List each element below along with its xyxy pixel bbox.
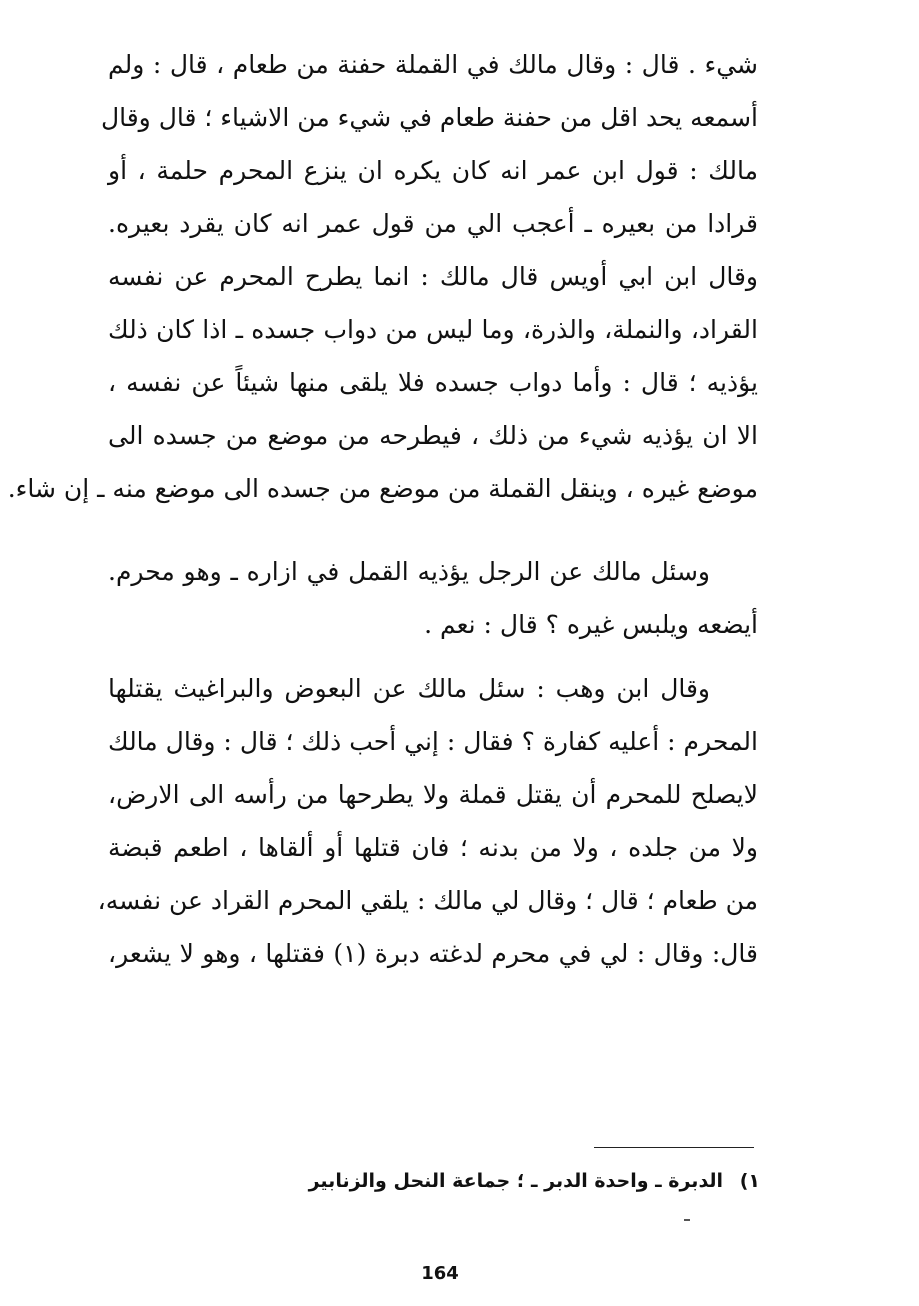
text-line: شيء . قال : وقال مالك في القملة حفنة من طعام ، قال : ولم: [108, 50, 758, 79]
text-line: لايصلح للمحرم أن يقتل قملة ولا يطرحها من رأسه الى الارض،: [108, 780, 758, 809]
text-line: قال: وقال : لي في محرم لدغته دبرة (١) فقتلها ، وهو لا يشعر،: [108, 939, 759, 968]
text-line: ولا من جلده ، ولا من بدنه ؛ فان قتلها أو ألقاها ، اطعم قبضة: [108, 833, 758, 862]
text-line: أيضعه ويلبس غيره ؟ قال : نعم .: [424, 610, 758, 639]
paragraph-2: [108, 545, 758, 651]
footnote-text: الدبرة ـ واحدة الدبر ـ ؛ جماعة النحل والزنابير: [308, 1170, 724, 1192]
text-line: وقال ابن ابي أويس قال مالك : انما يطرح المحرم عن نفسه: [108, 262, 758, 291]
text-line: قرادا من بعيره ـ أعجب الي من قول عمر انه كان يقرد بعيره.: [108, 209, 758, 238]
footnote: [280, 1167, 760, 1195]
text-line: يؤذيه ؛ قال : وأما دواب جسده فلا يلقى منها شيئاً عن نفسه ،: [108, 368, 758, 397]
text-line: من طعام ؛ قال ؛ وقال لي مالك : يلقي المحرم القراد عن نفسه،: [97, 886, 758, 915]
text-line: المحرم : أعليه كفارة ؟ فقال : إني أحب ذلك ؛ قال : وقال مالك: [108, 727, 758, 756]
paragraph-1: [7, 38, 758, 515]
print-speck: [684, 1219, 690, 1221]
text-line: الا ان يؤذيه شيء من ذلك ، فيطرحه من موضع من جسده الى: [108, 421, 758, 450]
page-number: 164: [421, 1263, 459, 1284]
text-line: القراد، والنملة، والذرة، وما ليس من دواب جسده ـ اذا كان ذلك: [108, 315, 758, 344]
text-line: وسئل مالك عن الرجل يؤذيه القمل في ازاره ـ وهو محرم.: [108, 557, 710, 586]
text-line: موضع غيره ، وينقل القملة من موضع من جسده الى موضع منه ـ إن شاء.: [7, 474, 758, 503]
text-line: أسمعه يحد اقل من حفنة طعام في شيء من الاشياء ؛ قال وقال: [100, 103, 758, 132]
footnote-divider: [594, 1147, 754, 1148]
text-line: وقال ابن وهب : سئل مالك عن البعوض والبراغيث يقتلها: [108, 674, 710, 703]
footnote-marker: ١): [739, 1170, 760, 1192]
text-line: مالك : قول ابن عمر انه كان يكره ان ينزع المحرم حلمة ، أو: [108, 156, 758, 185]
paragraph-3: [97, 662, 759, 980]
